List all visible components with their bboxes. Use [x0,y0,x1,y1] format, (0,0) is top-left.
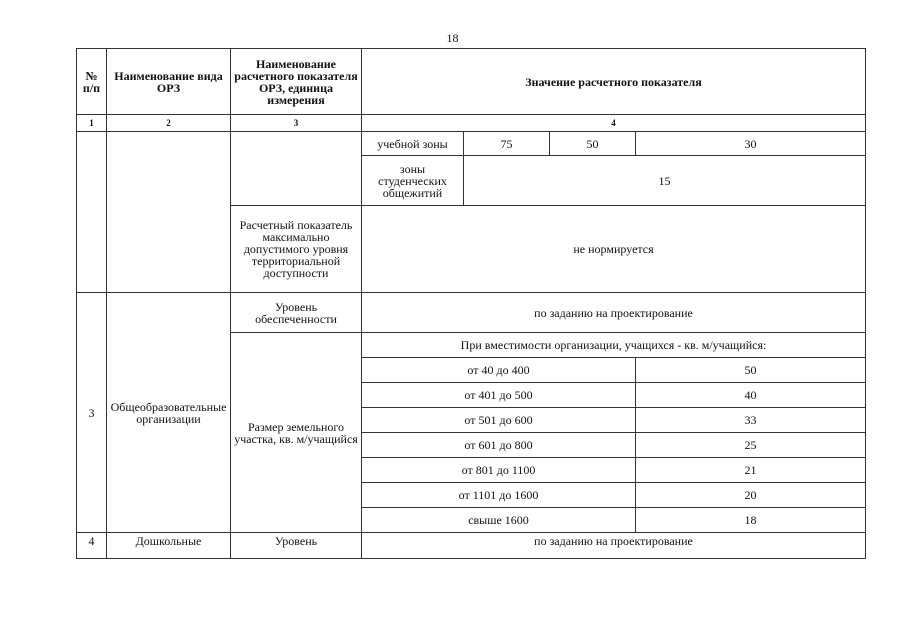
capacity-value: 20 [636,483,866,508]
capacity-value: 18 [636,508,866,533]
index-cell-2: 2 [107,115,231,132]
prev-indicator-cell [231,132,362,206]
prev-name-cell [107,132,231,293]
provision-label: Уровень обеспеченности [231,293,362,333]
prev-num-cell [77,132,107,293]
capacity-range: от 40 до 400 [362,358,636,383]
capacity-range: свыше 1600 [362,508,636,533]
row4 [77,533,866,559]
training-zone-row [77,132,866,156]
training-zone-value-2: 50 [550,132,636,156]
table-header-row [77,49,866,115]
training-zone-value-1: 75 [464,132,550,156]
capacity-range: от 601 до 800 [362,433,636,458]
capacity-range: от 1101 до 1600 [362,483,636,508]
row4-label: Уровень [231,533,362,559]
page-number: 18 [446,31,459,45]
provision-row [77,293,866,333]
header-value: Значение расчетного показателя [362,49,866,115]
training-zone-value-3: 30 [636,132,866,156]
index-cell-1: 1 [77,115,107,132]
row4-num: 4 [77,533,107,559]
capacity-value: 40 [636,383,866,408]
capacity-value: 21 [636,458,866,483]
provision-value: по заданию на проектирование [362,293,866,333]
header-indicator: Наименование расчетного показателя ОРЗ, единица измерения [231,49,362,115]
header-type: Наименование вида ОРЗ [107,49,231,115]
capacity-value: 33 [636,408,866,433]
row4-value: по заданию на проектирование [362,533,866,559]
row4-name: Дошкольные [107,533,231,559]
row3-num: 3 [77,293,107,533]
index-row [77,115,866,132]
capacity-value: 25 [636,433,866,458]
capacity-value: 50 [636,358,866,383]
dorm-zone-label: зоны студенческих общежитий [362,156,464,206]
capacity-header: При вместимости организации, учащихся - кв. м/учащийся: [362,333,866,358]
accessibility-label: Расчетный показатель максимально допустимого уровня территориальной доступности [231,206,362,293]
accessibility-value: не нормируется [362,206,866,293]
capacity-range: от 501 до 600 [362,408,636,433]
index-cell-4: 4 [362,115,866,132]
land-size-label: Размер земельного участка, кв. м/учащийся [231,333,362,533]
row3-name: Общеобразовательные организации [107,293,231,533]
header-num: № п/п [77,49,107,115]
index-cell-3: 3 [231,115,362,132]
standards-table [76,48,866,559]
capacity-range: от 801 до 1100 [362,458,636,483]
training-zone-label: учебной зоны [362,132,464,156]
dorm-zone-value: 15 [464,156,866,206]
capacity-range: от 401 до 500 [362,383,636,408]
